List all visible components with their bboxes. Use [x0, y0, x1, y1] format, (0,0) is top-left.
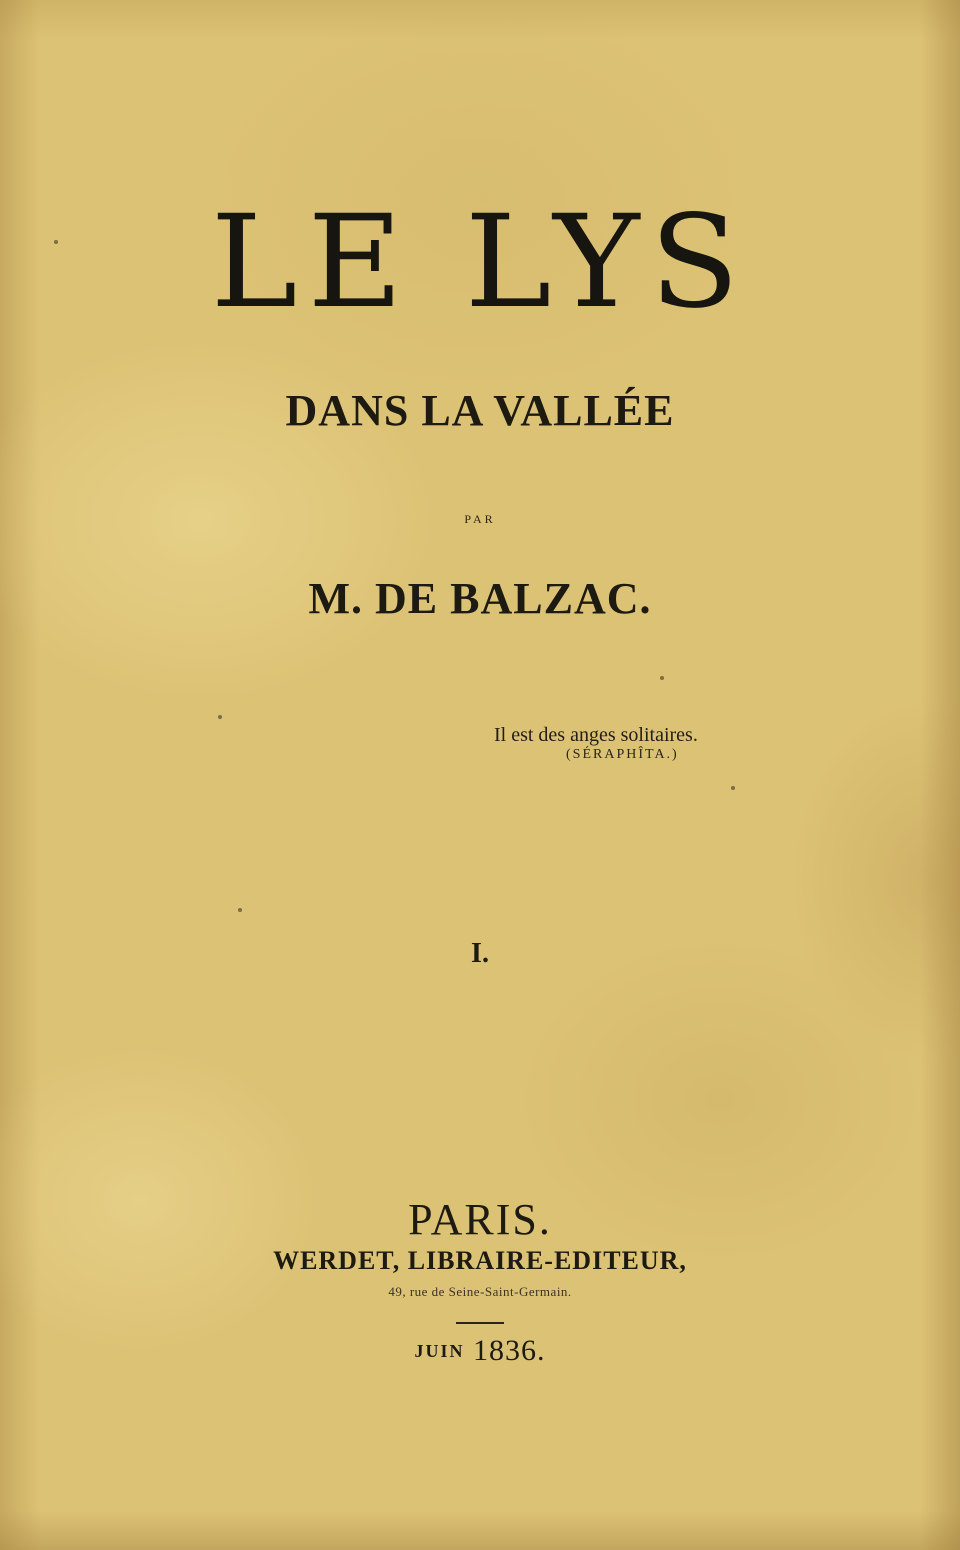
publisher-address: 49, rue de Seine-Saint-Germain.	[388, 1284, 572, 1299]
publisher-name: WERDET, LIBRAIRE-EDITEUR,	[273, 1246, 687, 1275]
ink-speck	[218, 715, 222, 719]
ink-speck	[660, 676, 664, 680]
book-title: LE LYS	[210, 188, 750, 337]
ink-speck	[238, 908, 242, 912]
ink-speck	[731, 786, 735, 790]
publication-city: PARIS.	[408, 1195, 552, 1244]
publication-date	[0, 1334, 960, 1368]
publication-year: 1836.	[473, 1334, 546, 1367]
book-subtitle: DANS LA VALLÉE	[285, 386, 675, 435]
ink-speck	[54, 240, 58, 244]
author-name: M. DE BALZAC.	[308, 574, 652, 623]
epigraph-text: Il est des anges solitaires.	[494, 724, 698, 746]
by-line: PAR	[464, 512, 496, 526]
epigraph-source: (SÉRAPHÎTA.)	[566, 747, 679, 762]
volume-number: I.	[471, 938, 489, 969]
divider-rule	[456, 1322, 504, 1324]
publication-month: JUIN	[414, 1341, 465, 1361]
